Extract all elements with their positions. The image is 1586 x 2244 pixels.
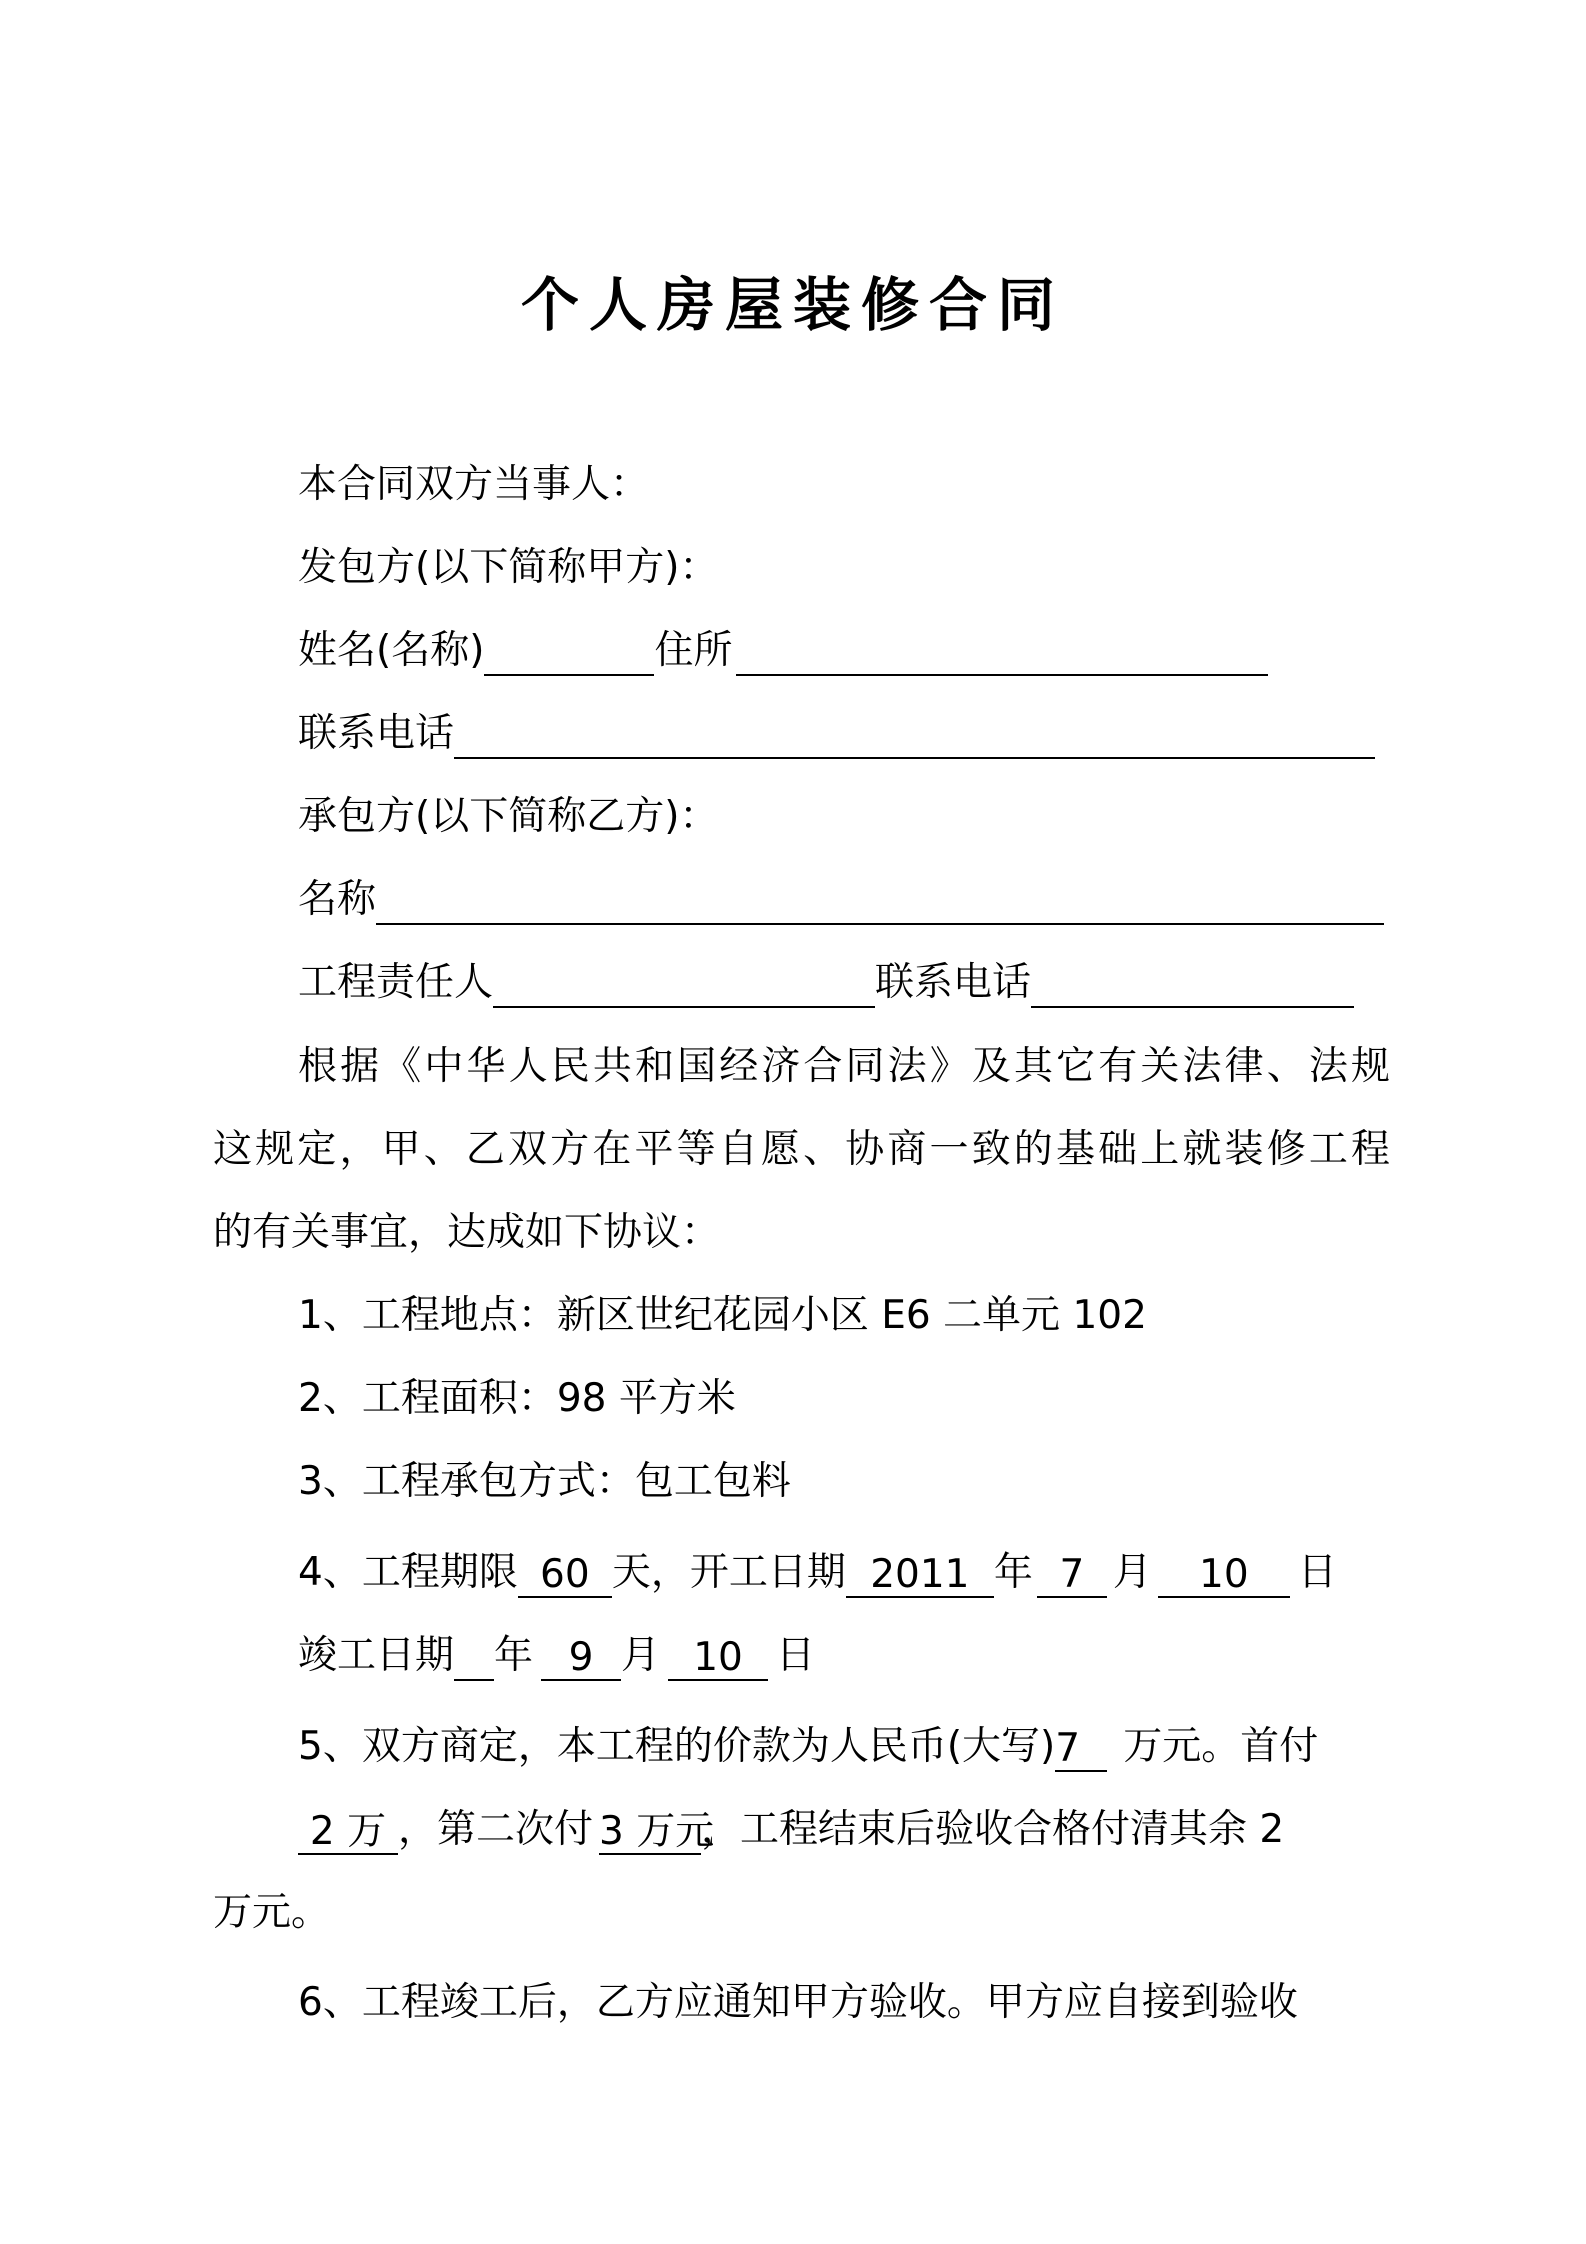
day-label: 日 bbox=[1297, 1550, 1337, 1595]
clause-5-row-1 bbox=[298, 1722, 1318, 1772]
party-a-address-field[interactable] bbox=[736, 628, 1268, 676]
clause-4-start-label: 天，开工日期 bbox=[611, 1550, 846, 1595]
preamble-line-3: 的有关事宜，达成如下协议： bbox=[213, 1210, 721, 1255]
preamble-line-2: 这规定，甲、乙双方在平等自愿、协商一致的基础上就装修工程 bbox=[213, 1127, 1390, 1172]
party-a-phone-field[interactable] bbox=[454, 711, 1375, 759]
start-month-field[interactable]: 7 bbox=[1037, 1550, 1107, 1598]
end-year-label: 年 bbox=[494, 1633, 534, 1678]
party-b-manager-field[interactable] bbox=[493, 960, 875, 1008]
party-a-name-field[interactable] bbox=[484, 628, 654, 676]
document-title: 个人房屋装修合同 bbox=[520, 271, 1065, 339]
end-year-field[interactable] bbox=[454, 1633, 494, 1681]
second-payment-field[interactable]: 3 万元 bbox=[599, 1809, 715, 1854]
clause-4-prefix: 4、工程期限 bbox=[298, 1550, 518, 1595]
party-a-phone-label: 联系电话 bbox=[298, 711, 455, 756]
clause-6: 6、工程竣工后，乙方应通知甲方验收。甲方应自接到验收 bbox=[298, 1980, 1298, 2025]
duration-days-field[interactable]: 60 bbox=[518, 1550, 612, 1598]
party-b-manager-label: 工程责任人 bbox=[298, 960, 494, 1005]
clause-4-row-1 bbox=[298, 1548, 1337, 1598]
start-year-field[interactable]: 2011 bbox=[846, 1550, 994, 1598]
end-day-label: 日 bbox=[776, 1633, 816, 1678]
total-price-field[interactable]: 7 bbox=[1055, 1724, 1107, 1772]
parties-intro: 本合同双方当事人： bbox=[298, 462, 650, 507]
start-day-field[interactable]: 10 bbox=[1158, 1550, 1290, 1598]
end-day-field[interactable]: 10 bbox=[668, 1633, 768, 1681]
party-b-name-label: 名称 bbox=[298, 877, 377, 922]
party-b-manager-row bbox=[298, 958, 1354, 1008]
clause-5-remainder: ，工程结束后验收合格付清其余 2 bbox=[701, 1807, 1285, 1852]
preamble-line-1: 根据《中华人民共和国经济合同法》及其它有关法律、法规 bbox=[298, 1044, 1390, 1089]
party-a-header: 发包方(以下简称甲方)： bbox=[298, 545, 719, 590]
party-b-name-row bbox=[298, 875, 1384, 925]
month-label: 月 bbox=[1112, 1550, 1152, 1595]
completion-date-label: 竣工日期 bbox=[298, 1633, 455, 1678]
clause-4-row-2 bbox=[298, 1631, 815, 1681]
party-b-phone-field[interactable] bbox=[1031, 960, 1354, 1008]
clause-5-row-3: 万元。 bbox=[213, 1890, 331, 1935]
first-payment-field[interactable]: 2 万 bbox=[298, 1807, 398, 1855]
clause-3: 3、工程承包方式：包工包料 bbox=[298, 1459, 791, 1504]
party-a-address-label: 住所 bbox=[654, 628, 733, 673]
end-month-label: 月 bbox=[621, 1633, 661, 1678]
year-label: 年 bbox=[993, 1550, 1033, 1595]
clause-2: 2、工程面积：98 平方米 bbox=[298, 1376, 736, 1421]
party-b-name-field[interactable] bbox=[376, 877, 1384, 925]
second-payment-label: ，第二次付 bbox=[398, 1807, 594, 1852]
clause-5-row-2 bbox=[298, 1805, 1284, 1855]
party-a-phone-row bbox=[298, 709, 1375, 759]
party-a-name-label: 姓名(名称) bbox=[298, 628, 485, 673]
party-a-name-row bbox=[298, 626, 1268, 676]
clause-1: 1、工程地点：新区世纪花园小区 E6 二单元 102 bbox=[298, 1293, 1147, 1338]
party-b-header: 承包方(以下简称乙方)： bbox=[298, 794, 719, 839]
party-b-phone-label: 联系电话 bbox=[875, 960, 1032, 1005]
clause-5-prefix: 5、双方商定，本工程的价款为人民币(大写) bbox=[298, 1724, 1056, 1769]
end-month-field[interactable]: 9 bbox=[541, 1633, 621, 1681]
clause-5-total-suffix: 万元。首付 bbox=[1123, 1724, 1319, 1769]
